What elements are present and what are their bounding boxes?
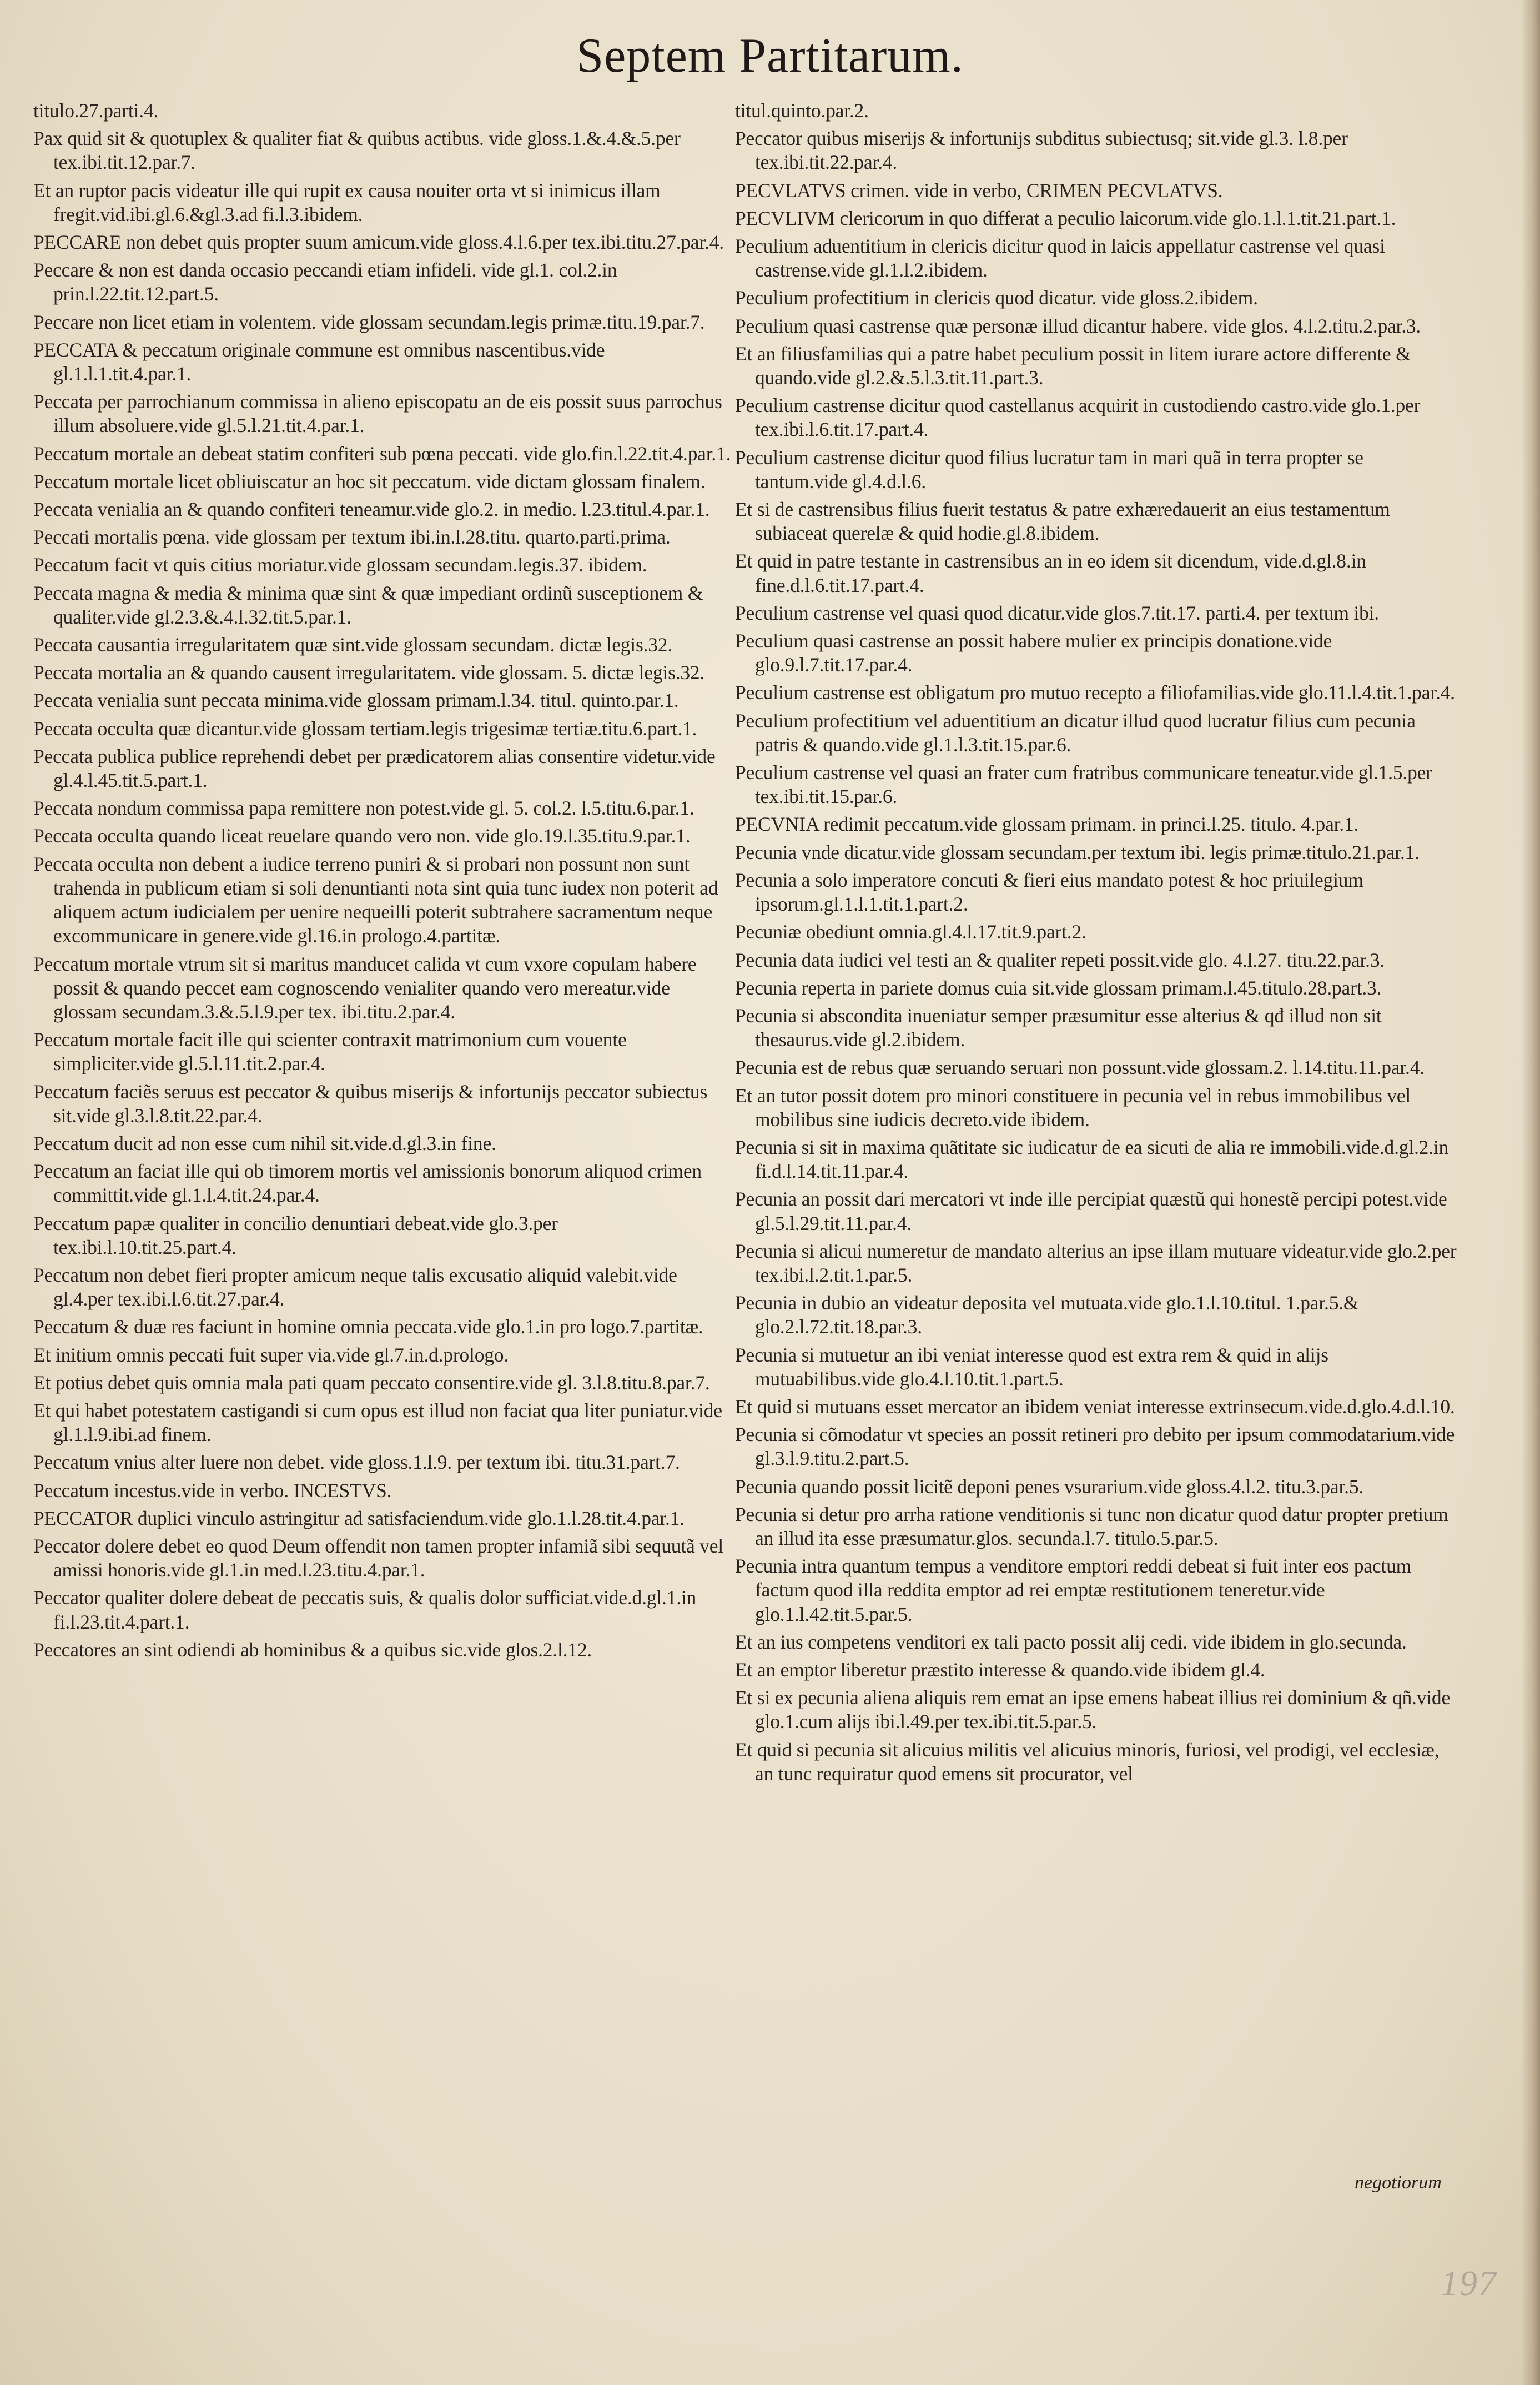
index-entry: Et an emptor liberetur præstito interesse & quando.vide ibidem gl.4. [735, 1658, 1265, 1681]
index-entry: Peculium profectitium vel aduentitium an dicatur illud quod lucratur filius cum pecunia patris & quando.vide gl.1.l.3.tit.15.par.6. [735, 709, 1416, 756]
index-entry: Et an tutor possit dotem pro minori constituere in pecunia vel in rebus immobilibus vel mobilibus sine iudicis decreto.vide ibidem. [735, 1084, 1411, 1131]
index-entry: Pecunia si cõmodatur vt species an possit retineri pro debito per ipsum commodatarium.vide gl.3.l.9.titu.2.part.5. [735, 1423, 1455, 1470]
index-entry: Peccata occulta non debent a iudice terreno puniri & si probari non possunt non sunt trahenda in publicum etiam si soli denuntianti nota sint quia tunc iudex non poterit ad aliquem actum iudicialem per uenire nequeilli poterit subtrahere sacramentum neque excommunicare in genere.vide gl.16.in prologo.4.partitæ. [33, 852, 718, 947]
left-column [33, 99, 733, 2198]
index-entry: Pecunia si abscondita inueniatur semper præsumitur esse alterius & qđ illud non sit thesaurus.vide gl.2.ibidem. [735, 1004, 1382, 1051]
index-entry: Et si de castrensibus filius fuerit testatus & patre exhæredauerit an eius testamentum subiaceat querelæ & quid hodie.gl.8.ibidem. [735, 498, 1390, 545]
index-entry: Peculium quasi castrense quæ personæ illud dicantur habere. vide glos. 4.l.2.titu.2.par.3. [735, 314, 1421, 337]
index-entry: Peccata per parrochianum commissa in alieno episcopatu an de eis possit suus parrochus illum absoluere.vide gl.5.l.21.tit.4.par.1. [33, 390, 722, 437]
index-entry: Et an ius competens venditori ex tali pacto possit alij cedi. vide ibidem in glo.secunda. [735, 1630, 1407, 1653]
index-entry: Peccatum vnius alter luere non debet. vide gloss.1.l.9. per textum ibi. titu.31.part.7. [33, 1451, 680, 1474]
index-entry: Peccatum mortale an debeat statim confiteri sub pœna peccati. vide glo.fin.l.22.tit.4.par.1. [33, 442, 731, 465]
index-entry: Peccata magna & media & minima quæ sint & quæ impediant ordinũ susceptionem & qualiter.vide gl.2.3.&.4.l.32.tit.5.par.1. [33, 581, 703, 628]
index-entry: Peculium profectitium in clericis quod dicatur. vide gloss.2.ibidem. [735, 287, 1258, 309]
index-entry: Pecunia vnde dicatur.vide glossam secundam.per textum ibi. legis primæ.titulo.21.par.1. [735, 841, 1420, 863]
index-entry: Pecunia in dubio an videatur deposita vel mutuata.vide glo.1.l.10.titul. 1.par.5.& glo.2.l.72.tit.18.par.3. [735, 1292, 1359, 1338]
index-entry: Pecunia si detur pro arrha ratione venditionis si tunc non dicatur quod datur propter pretium an illud ita esse præsumatur.glos. secunda.l.7. titulo.5.par.5. [735, 1503, 1448, 1549]
index-entry: PECCATA & peccatum originale commune est omnibus nascentibus.vide gl.1.l.1.tit.4.par.1. [33, 338, 605, 385]
index-entry: Peculium castrense dicitur quod filius lucratur tam in mari quã in terra propter se tantum.vide gl.4.d.l.6. [735, 446, 1363, 493]
index-entry: Peculium aduentitium in clericis dicitur quod in laicis appellatur castrense vel quasi castrense.vide gl.1.l.2.ibidem. [735, 235, 1385, 282]
index-entry: Peccare non licet etiam in volentem. vide glossam secundam.legis primæ.titu.19.par.7. [33, 310, 705, 333]
index-entry: Peccare & non est danda occasio peccandi etiam infideli. vide gl.1. col.2.in prin.l.22.tit.12.part.5. [33, 259, 617, 305]
page-edge-shadow [1521, 0, 1540, 2385]
right-column [735, 99, 1457, 2198]
index-entry: Et quid si mutuans esset mercator an ibidem veniat interesse extrinsecum.vide.d.glo.4.d.l.10. [735, 1395, 1455, 1418]
index-entry: Peccatum mortale licet obliuiscatur an hoc sit peccatum. vide dictam glossam finalem. [33, 470, 706, 493]
index-entry: Pecunia si mutuetur an ibi veniat interesse quod est extra rem & quid in alijs mutuabilibus.vide glo.4.l.10.tit.1.part.5. [735, 1343, 1328, 1390]
index-entry: Pax quid sit & quotuplex & qualiter fiat & quibus actibus. vide gloss.1.&.4.&.5.per tex.ibi.tit.12.par.7. [33, 127, 681, 174]
index-entry: titul.quinto.par.2. [735, 99, 869, 122]
index-entry: titulo.27.parti.4. [33, 99, 159, 122]
folio-number: 197 [1441, 2263, 1497, 2303]
index-entry: Pecunia a solo imperatore concuti & fieri eius mandato potest & hoc priuilegium ipsorum.gl.1.l.1.tit.1.part.2. [735, 868, 1363, 916]
index-entry: Peculium quasi castrense an possit habere mulier ex principis donatione.vide glo.9.l.7.tit.17.par.4. [735, 630, 1332, 676]
index-entry: Pecunia intra quantum tempus a venditore emptori reddi debeat si fuit inter eos pactum factum quod illa reddita emptor ad rei emptæ restitutionem teneretur.vide glo.1.l.42.tit.5.par.5. [735, 1555, 1412, 1625]
index-entry: PECCARE non debet quis propter suum amicum.vide gloss.4.l.6.per tex.ibi.titu.27.par.4. [33, 231, 724, 254]
index-entry: Peculium castrense vel quasi quod dicatur.vide glos.7.tit.17. parti.4. per textum ibi. [735, 601, 1379, 624]
index-entry: Peccatum non debet fieri propter amicum neque talis excusatio aliquid valebit.vide gl.4.per tex.ibi.l.6.tit.27.par.4. [33, 1263, 677, 1311]
index-entry: Peccata causantia irregularitatem quæ sint.vide glossam secundam. dictæ legis.32. [33, 634, 673, 656]
index-entry: Peccata nondum commissa papa remittere non potest.vide gl. 5. col.2. l.5.titu.6.par.1. [33, 797, 694, 820]
running-head: Septem Partitarum. [576, 29, 964, 83]
index-entry: PECVLATVS crimen. vide in verbo, CRIMEN PECVLATVS. [735, 179, 1223, 202]
index-entry: Pecunia si alicui numeretur de mandato alterius an ipse illam mutuare videatur.vide glo.2.per tex.ibi.l.2.tit.1.par.5. [735, 1239, 1457, 1286]
index-entry: Peccata venialia an & quando confiteri teneamur.vide glo.2. in medio. l.23.titul.4.par.1. [33, 498, 710, 521]
index-entry: Et quid in patre testante in castrensibus an in eo idem sit dicendum, vide.d.gl.8.in fine.d.l.6.tit.17.part.4. [735, 550, 1366, 596]
index-entry: PECVNIA redimit peccatum.vide glossam primam. in princi.l.25. titulo. 4.par.1. [735, 813, 1359, 836]
index-entry: Peccator dolere debet eo quod Deum offendit non tamen propter infamiã sibi sequutã vel amissi honoris.vide gl.1.in med.l.23.titu.4.par.1. [33, 1534, 723, 1581]
index-entry: Peccatum faciẽs seruus est peccator & quibus miserijs & infortunijs peccator subiectus sit.vide gl.3.l.8.tit.22.par.4. [33, 1080, 708, 1127]
index-entry: Pecunia quando possit licitẽ deponi penes vsurarium.vide gloss.4.l.2. titu.3.par.5. [735, 1475, 1364, 1498]
index-entry: Peccata publica publice reprehendi debet per prædicatorem alias consentire videtur.vide gl.4.l.45.tit.5.part.1. [33, 745, 716, 792]
index-entry: Peccator quibus miserijs & infortunijs subditus subiectusq; sit.vide gl.3. l.8.per tex.ibi.tit.22.par.4. [735, 127, 1348, 174]
index-entry: Peccatum facit vt quis citius moriatur.vide glossam secundam.legis.37. ibidem. [33, 554, 647, 576]
index-entry: Pecunia est de rebus quæ seruando seruari non possunt.vide glossam.2. l.14.titu.11.par.4. [735, 1056, 1425, 1079]
index-entry: Et initium omnis peccati fuit super via.vide gl.7.in.d.prologo. [33, 1343, 509, 1366]
index-entry: Peccata venialia sunt peccata minima.vide glossam primam.l.34. titul. quinto.par.1. [33, 689, 679, 712]
index-entry: Et potius debet quis omnia mala pati quam peccato consentire.vide gl. 3.l.8.titu.8.par.7. [33, 1371, 710, 1394]
index-entry: Et qui habet potestatem castigandi si cum opus est illud non faciat qua liter puniatur.vide gl.1.l.9.ibi.ad finem. [33, 1399, 722, 1446]
index-entry: Peccatum & duæ res faciunt in homine omnia peccata.vide glo.1.in pro logo.7.partitæ. [33, 1315, 703, 1338]
index-entry: Peccata mortalia an & quando causent irregularitatem. vide glossam. 5. dictæ legis.32. [33, 661, 705, 684]
index-entry: Pecunia an possit dari mercatori vt inde ille percipiat quæstũ qui honestẽ percipi potest.vide gl.5.l.29.tit.11.par.4. [735, 1188, 1447, 1234]
catchword: negotiorum [1355, 2172, 1442, 2193]
index-entry: Et quid si pecunia sit alicuius militis vel alicuius minoris, furiosi, vel prodigi, vel ecclesiæ, an tunc requiratur quod emens sit procurator, vel [735, 1738, 1440, 1785]
index-entry: Peccatum mortale vtrum sit si maritus manducet calida vt cum vxore copulam habere possit & quando peccet eam cognoscendo venialiter quando vero mereatur.vide glossam secundam.3.&.5.l.9.per tex. ibi.titu.2.par.4. [33, 952, 697, 1023]
index-entry: Peccatum ducit ad non esse cum nihil sit.vide.d.gl.3.in fine. [33, 1132, 496, 1154]
index-entry: PECCATOR duplici vinculo astringitur ad satisfaciendum.vide glo.1.l.28.tit.4.par.1. [33, 1507, 685, 1529]
index-entry: Peccatum mortale facit ille qui scienter contraxit matrimonium cum vouente simpliciter.vide gl.5.l.11.tit.2.par.4. [33, 1028, 627, 1075]
index-entry: Peccatores an sint odiendi ab hominibus & a quibus sic.vide glos.2.l.12. [33, 1638, 592, 1661]
index-entry: Pecuniæ obediunt omnia.gl.4.l.17.tit.9.part.2. [735, 921, 1086, 943]
index-entry: Pecunia reperta in pariete domus cuia sit.vide glossam primam.l.45.titulo.28.part.3. [735, 976, 1382, 999]
index-entry: Peccator qualiter dolere debeat de peccatis suis, & qualis dolor sufficiat.vide.d.gl.1.in fi.l.23.tit.4.part.1. [33, 1586, 697, 1633]
index-entry: Peccatum an faciat ille qui ob timorem mortis vel amissionis bonorum aliquod crimen committit.vide gl.1.l.4.tit.24.par.4. [33, 1160, 702, 1207]
index-entry: Et an filiusfamilias qui a patre habet peculium possit in litem iurare actore differente & quando.vide gl.2.&.5.l.3.tit.11.part.3. [735, 342, 1411, 389]
index-entry: Peculium castrense vel quasi an frater cum fratribus communicare teneatur.vide gl.1.5.per tex.ibi.tit.15.par.6. [735, 761, 1432, 808]
index-entry: Et an ruptor pacis videatur ille qui rupit ex causa nouiter orta vt si inimicus illam fregit.vid.ibi.gl.6.&gl.3.ad fi.l.3.ibidem. [33, 179, 661, 225]
index-entry: Peccatum incestus.vide in verbo. INCESTVS. [33, 1479, 392, 1502]
index-entry: PECVLIVM clericorum in quo differat a peculio laicorum.vide glo.1.l.1.tit.21.part.1. [735, 207, 1396, 229]
index-entry: Peccatum papæ qualiter in concilio denuntiari debeat.vide glo.3.per tex.ibi.l.10.tit.25.part.4. [33, 1212, 558, 1258]
index-entry: Peccata occulta quæ dicantur.vide glossam tertiam.legis trigesimæ tertiæ.titu.6.part.1. [33, 717, 697, 740]
index-entry: Peccati mortalis pœna. vide glossam per textum ibi.in.l.28.titu. quarto.parti.prima. [33, 526, 671, 549]
index-entry: Peculium castrense est obligatum pro mutuo recepto a filiofamilias.vide glo.11.l.4.tit.1.par.4. [735, 681, 1455, 704]
index-entry: Pecunia si sit in maxima quãtitate sic iudicatur de ea sicuti de alia re immobili.vide.d.gl.2.in fi.d.l.14.tit.11.par.4. [735, 1136, 1449, 1183]
index-entry: Peculium castrense dicitur quod castellanus acquirit in custodiendo castro.vide glo.1.per tex.ibi.l.6.tit.17.part.4. [735, 394, 1421, 441]
index-entry: Et si ex pecunia aliena aliquis rem emat an ipse emens habeat illius rei dominium & qñ.vide glo.1.cum alijs ibi.l.49.per tex.ibi.tit.5.par.5. [735, 1686, 1451, 1733]
index-entry: Pecunia data iudici vel testi an & qualiter repeti possit.vide glo. 4.l.27. titu.22.par.3. [735, 948, 1385, 971]
index-entry: Peccata occulta quando liceat reuelare quando vero non. vide glo.19.l.35.titu.9.par.1. [33, 825, 691, 847]
